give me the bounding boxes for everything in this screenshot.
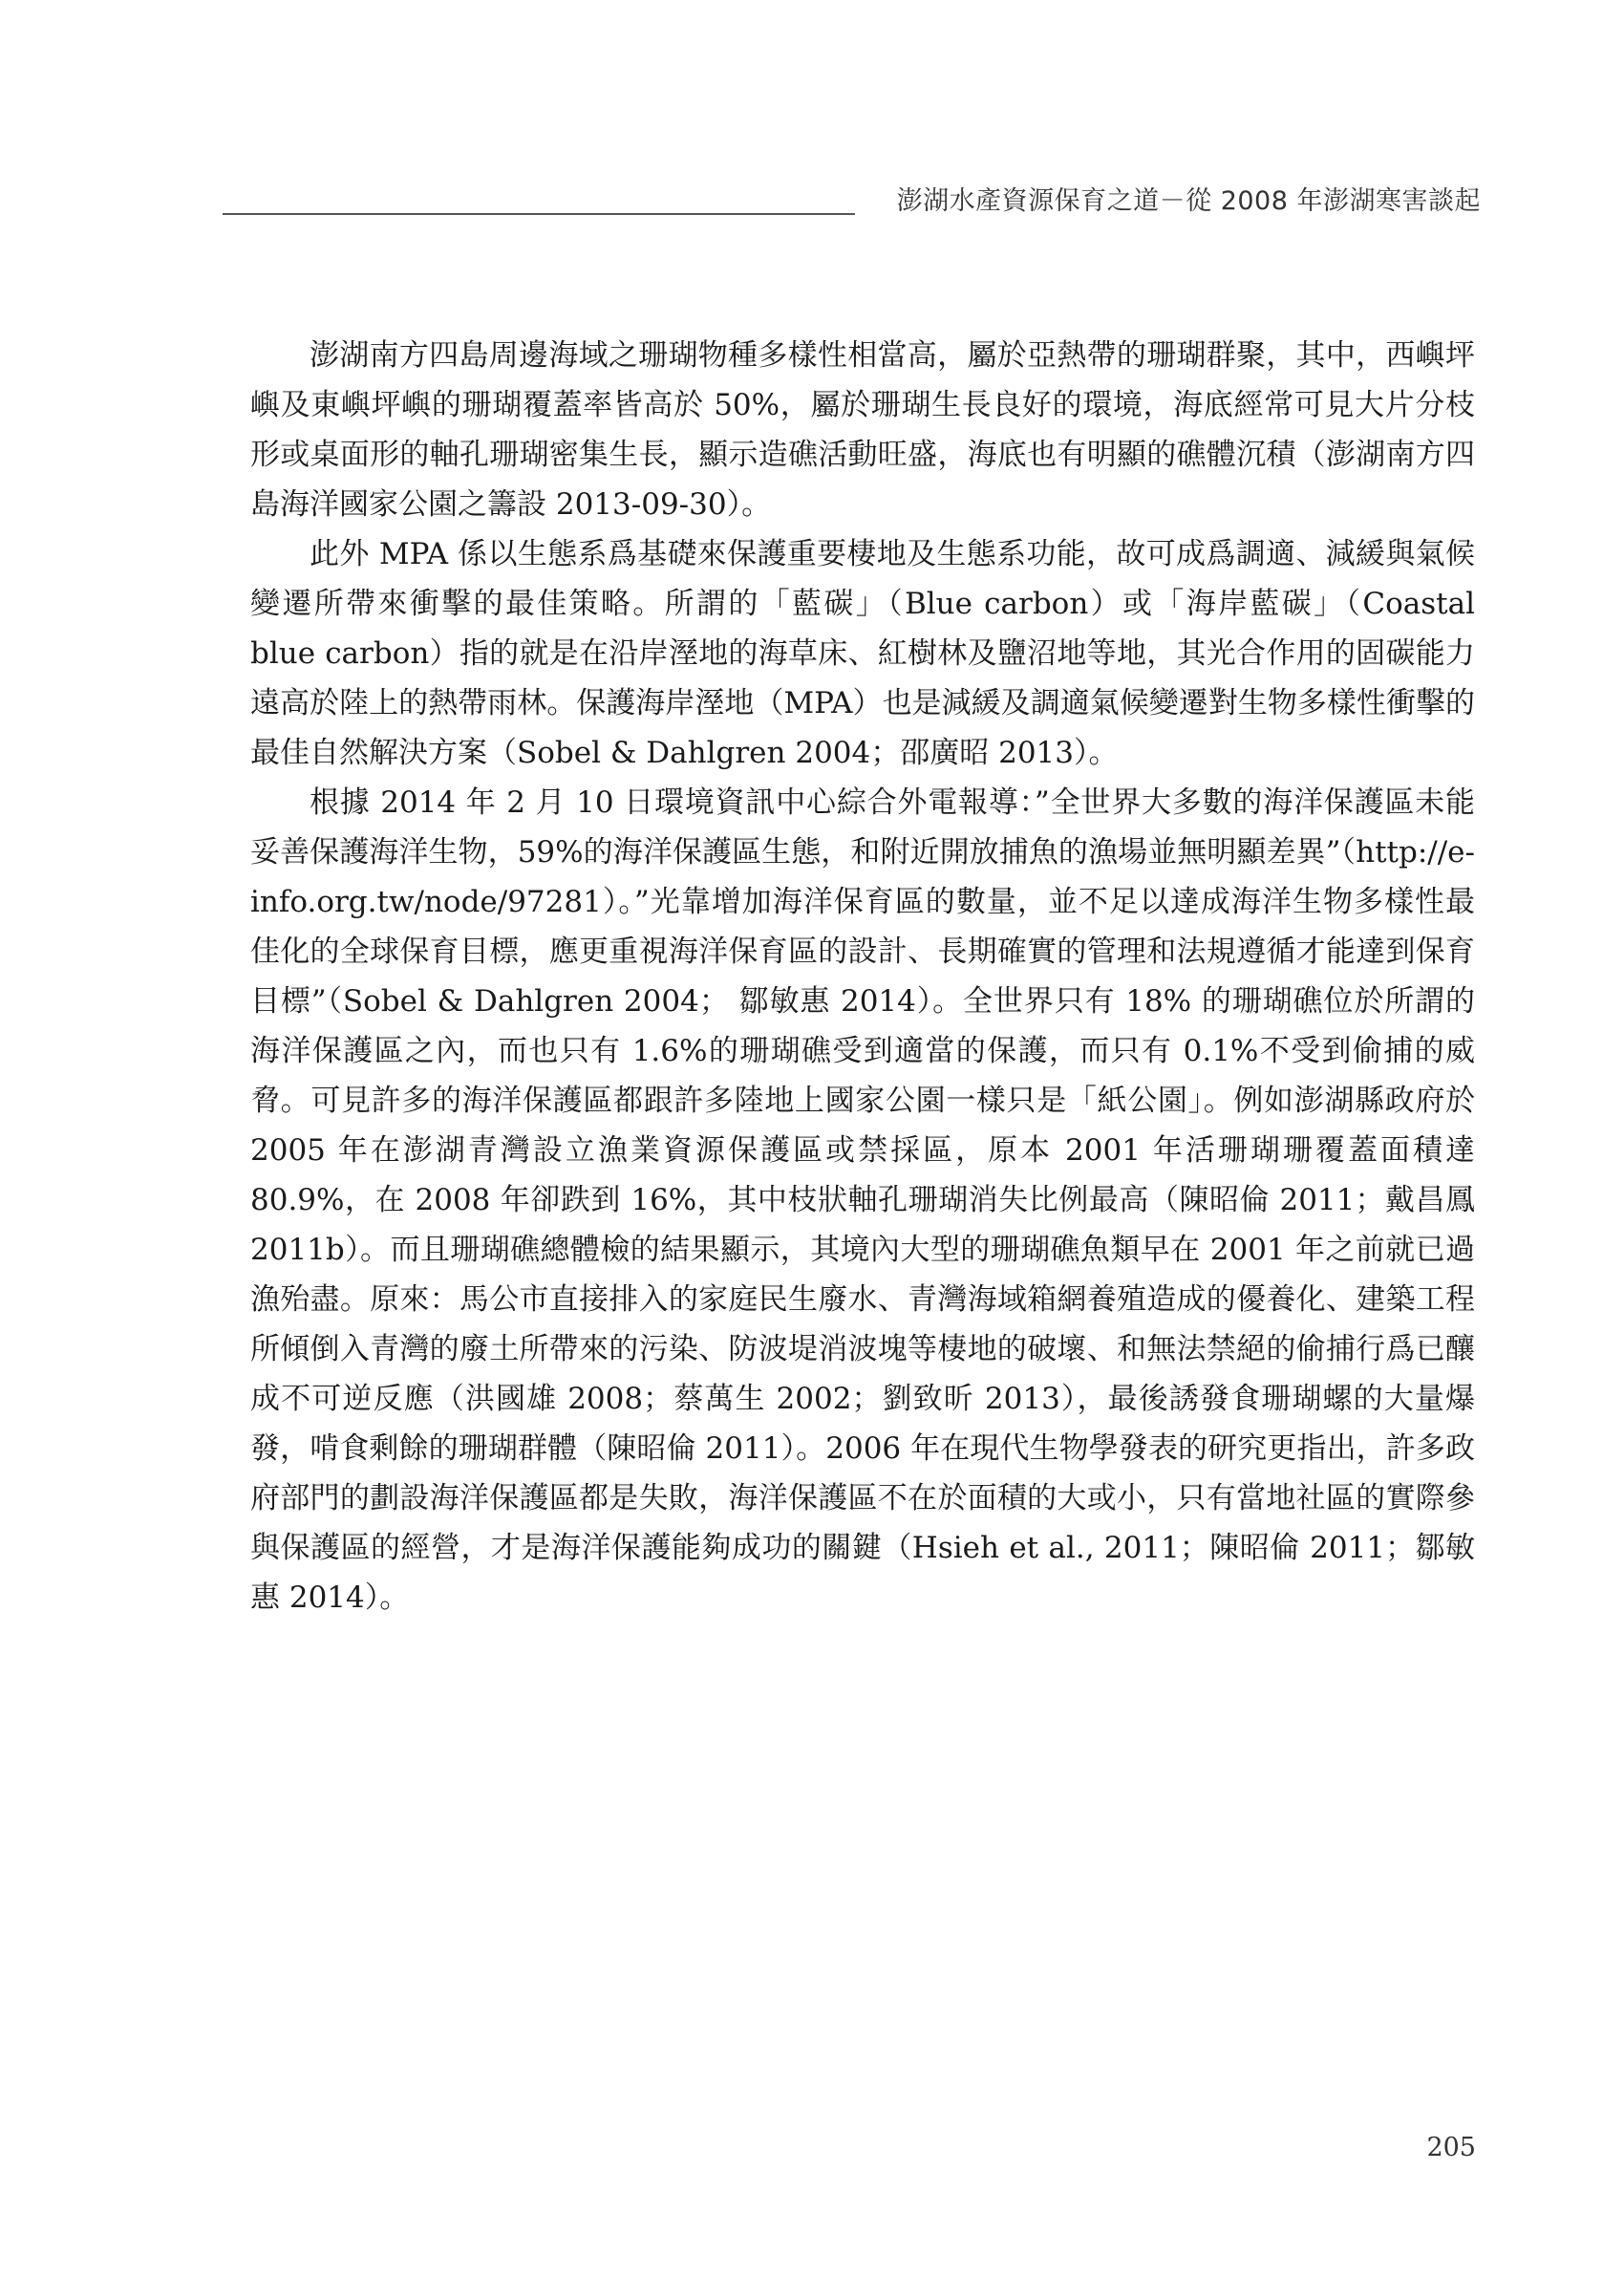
running-title: 澎湖水產資源保育之道－從 2008 年澎湖寒害談起: [896, 186, 1481, 216]
paragraph-mpa-effectiveness: 根據 2014 年 2 月 10 日環境資訊中心綜合外電報導：”全世界大多數的海洋保護區未能妥善保護海洋生物，59%的海洋保護區生態，和附近開放捕魚的漁場並無明顯差異”（http://e-info.org.tw/node/97281）。”光靠增加海洋保育區的數量，並不足以達成海洋生物多樣性最佳化的全球保育目標，應更重視海洋保育區的設計、長期確實的管理和法規遵循才能達到保育目標”（Sobel & Dahlgren 2004； 鄒敏惠 2014）。全世界只有 18% 的珊瑚礁位於所謂的海洋保護區之內，而也只有 1.6%的珊瑚礁受到適當的保護，而只有 0.1%不受到偷捕的威脅。可見許多的海洋保護區都跟許多陸地上國家公園一樣只是「紙公園」。例如澎湖縣政府於 2005 年在澎湖青灣設立漁業資源保護區或禁採區，原本 2001 年活珊瑚珊覆蓋面積達 80.9%，在 2008 年卻跌到 16%，其中枝狀軸孔珊瑚消失比例最高（陳昭倫 2011；戴昌鳳 2011b）。而且珊瑚礁總體檢的結果顯示，其境內大型的珊瑚礁魚類早在 2001 年之前就已過漁殆盡。原來：馬公市直接排入的家庭民生廢水、青灣海域箱網養殖造成的優養化、建築工程所傾倒入青灣的廢土所帶來的污染、防波堤消波塊等棲地的破壞、和無法禁絕的偷捕行爲已釀成不可逆反應（洪國雄 2008；蔡萬生 2002；劉致昕 2013），最後誘發食珊瑚螺的大量爆發，啃食剩餘的珊瑚群體（陳昭倫 2011）。2006 年在現代生物學發表的研究更指出，許多政府部門的劃設海洋保護區都是失敗，海洋保護區不在於面積的大或小，只有當地社區的實際參與保護區的經營，才是海洋保護能夠成功的關鍵（Hsieh et al., 2011；陳昭倫 2011；鄒敏惠 2014）。: [250, 785, 1475, 1615]
paragraph-blue-carbon: 此外 MPA 係以生態系爲基礎來保護重要棲地及生態系功能，故可成爲調適、減緩與氣候變遷所帶來衝擊的最佳策略。所謂的「藍碳」（Blue carbon）或「海岸藍碳」（Coastal blue carbon）指的就是在沿岸溼地的海草床、紅樹林及鹽沼地等地，其光合作用的固碳能力遠高於陸上的熱帶雨林。保護海岸溼地（MPA）也是減緩及調適氣候變遷對生物多樣性衝擊的最佳自然解決方案（Sobel & Dahlgren 2004；邵廣昭 2013）。: [250, 537, 1475, 770]
page-number: 205: [1426, 2133, 1476, 2162]
paragraph-coral-diversity: 澎湖南方四島周邊海域之珊瑚物種多樣性相當高，屬於亞熱帶的珊瑚群聚，其中，西嶼坪嶼及東嶼坪嶼的珊瑚覆蓋率皆高於 50%，屬於珊瑚生長良好的環境，海底經常可見大片分枝形或桌面形的軸孔珊瑚密集生長，顯示造礁活動旺盛，海底也有明顯的礁體沉積（澎湖南方四島海洋國家公園之籌設 2013-09-30）。: [250, 338, 1475, 522]
body-text: [250, 331, 1475, 1623]
header-rule: [223, 213, 855, 215]
